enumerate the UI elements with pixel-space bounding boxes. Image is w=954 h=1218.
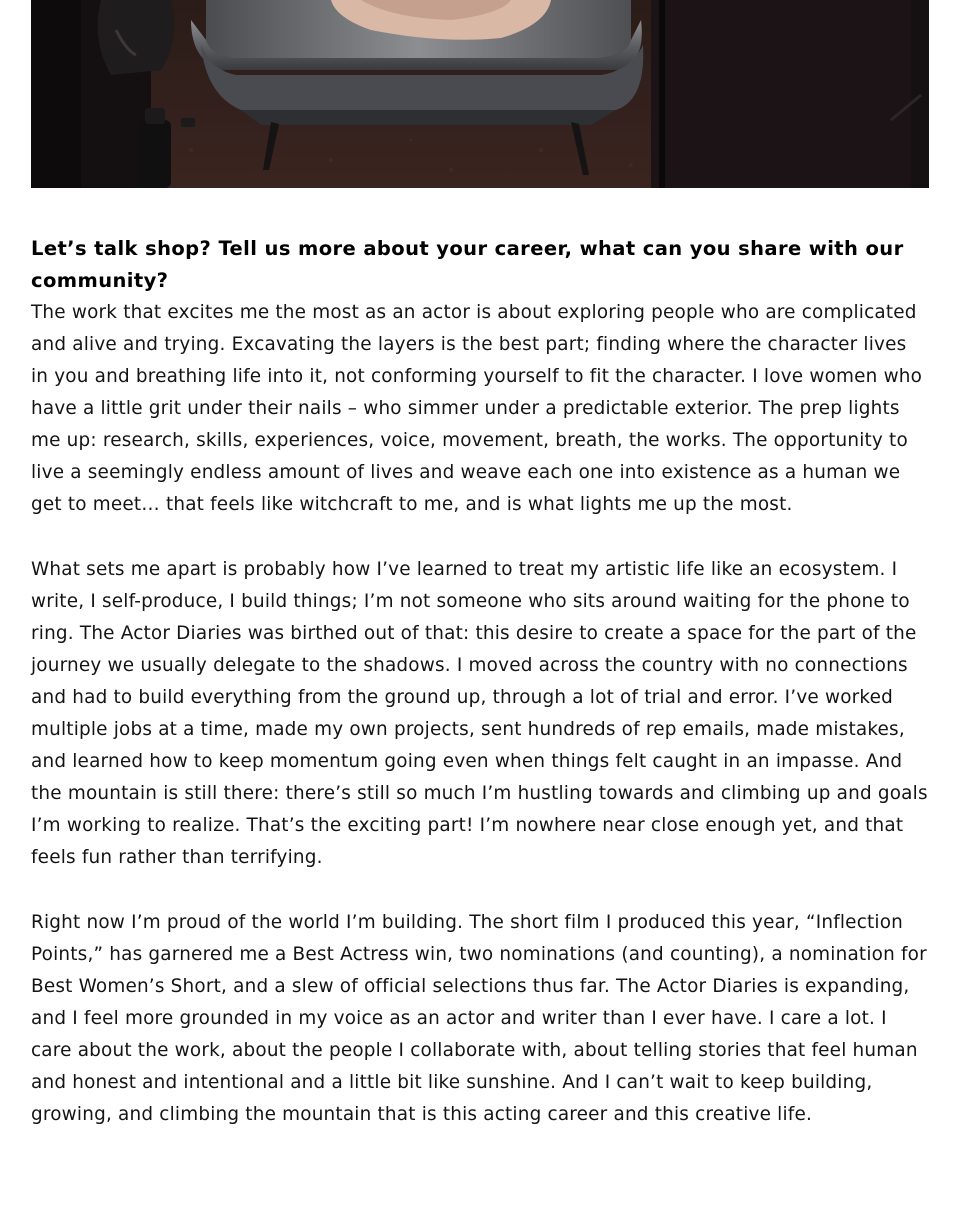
answer-paragraph: The work that excites me the most as an actor is about exploring people who are complicated and alive and trying. Excavating the layers is the best part; finding where the character lives in you and breathing life into it, not conforming yourself to fit the character. I love women who have a little grit under their nails – who simmer under a predictable exterior. The prep lights me up: research, skills, experiences, voice, movement, breath, the works. The opportunity to live a seemingly endless amount of lives and weave each one into existence as a human we get to meet… that feels like witchcraft to me, and is what lights me up the most. [31, 302, 923, 515]
answer-paragraph: What sets me apart is probably how I’ve learned to treat my artistic life like an ecosystem. I write, I self-produce, I build things; I’m not someone who sits around waiting for the phone to ring. The Actor Diaries was birthed out of that: this desire to create a space for the part of the journey we usually delegate to the shadows. I moved across the country with no connections and had to build everything from the ground up, through a lot of trial and error. I’ve worked multiple jobs at a time, made my own projects, sent hundreds of rep emails, made mistakes, and learned how to keep momentum going even when things felt caught in an impasse. And the mountain is still there: there’s still so much I’m hustling towards and climbing up and goals I’m working to realize. That’s the exciting part! I’m nowhere near close enough yet, and that feels fun rather than terrifying. [31, 559, 928, 868]
answer-paragraph: Right now I’m proud of the world I’m building. The short film I produced this year, “Inflection Points,” has garnered me a Best Actress win, two nominations (and counting), a nomination for Best Women’s Short, and a slew of official selections thus far. The Actor Diaries is expanding, and I feel more grounded in my voice as an actor and writer than I ever have. I care a lot. I care about the work, about the people I collaborate with, about telling stories that feel human and honest and intentional and a little bit like sunshine. And I can’t wait to keep building, growing, and climbing the mountain that is this acting career and this creative life. [31, 912, 927, 1125]
interview-question: Let’s talk shop? Tell us more about your career, what can you share with our community? [31, 237, 904, 292]
interview-article [31, 233, 929, 1131]
photo-of-person-in-chair-icon [31, 0, 929, 188]
article-photo [31, 0, 929, 188]
